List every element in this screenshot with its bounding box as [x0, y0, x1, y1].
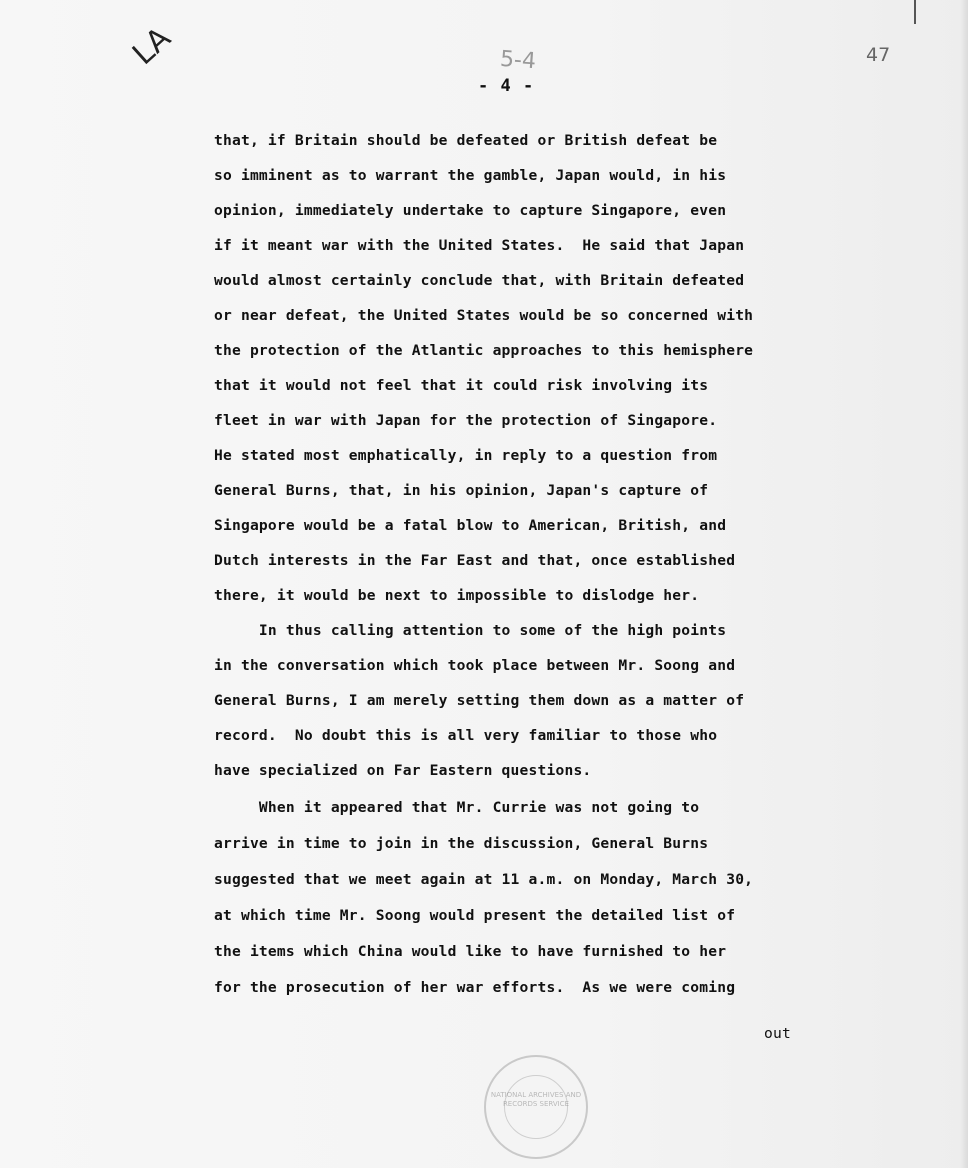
body-line: record. No doubt this is all very familiar to those who: [214, 727, 718, 744]
body-line: General Burns, I am merely setting them down as a matter of: [214, 692, 745, 709]
body-line: there, it would be next to impossible to dislodge her.: [214, 587, 700, 604]
body-line: that, if Britain should be defeated or British defeat be: [214, 132, 718, 149]
body-line: or near defeat, the United States would be so concerned with: [214, 307, 754, 324]
archive-stamp-text: NATIONAL ARCHIVES AND RECORDS SERVICE: [490, 1091, 582, 1108]
body-line: Dutch interests in the Far East and that, once established: [214, 552, 736, 569]
body-line: fleet in war with Japan for the protection of Singapore.: [214, 412, 718, 429]
page-edge-mark: [914, 0, 916, 24]
body-line: suggested that we meet again at 11 a.m. on Monday, March 30,: [214, 871, 754, 888]
body-line: in the conversation which took place between Mr. Soong and: [214, 657, 736, 674]
body-line: He stated most emphatically, in reply to a question from: [214, 447, 718, 464]
body-line: opinion, immediately undertake to capture Singapore, even: [214, 202, 727, 219]
page-edge-shadow: [960, 0, 968, 1168]
archive-stamp: [484, 1055, 588, 1159]
body-line: so imminent as to warrant the gamble, Japan would, in his: [214, 167, 727, 184]
body-line: the items which China would like to have furnished to her: [214, 943, 727, 960]
body-line: that it would not feel that it could risk involving its: [214, 377, 709, 394]
body-line: When it appeared that Mr. Currie was not going to: [214, 799, 700, 816]
body-line: In thus calling attention to some of the high points: [214, 622, 727, 639]
handwritten-initials: LA: [126, 20, 178, 73]
body-line: arrive in time to join in the discussion, General Burns: [214, 835, 709, 852]
catchword: out: [764, 1025, 791, 1042]
body-line: would almost certainly conclude that, with Britain defeated: [214, 272, 745, 289]
body-line: the protection of the Atlantic approaches to this hemisphere: [214, 342, 754, 359]
body-line: at which time Mr. Soong would present the detailed list of: [214, 907, 736, 924]
handwritten-page-mark: 5-4: [499, 46, 537, 75]
body-line: have specialized on Far Eastern questions.: [214, 762, 592, 779]
body-line: if it meant war with the United States. He said that Japan: [214, 237, 745, 254]
archive-page-number: 47: [866, 44, 891, 66]
body-line: Singapore would be a fatal blow to American, British, and: [214, 517, 727, 534]
body-line: for the prosecution of her war efforts. As we were coming: [214, 979, 736, 996]
body-line: General Burns, that, in his opinion, Japan's capture of: [214, 482, 709, 499]
page-number: - 4 -: [478, 76, 535, 96]
